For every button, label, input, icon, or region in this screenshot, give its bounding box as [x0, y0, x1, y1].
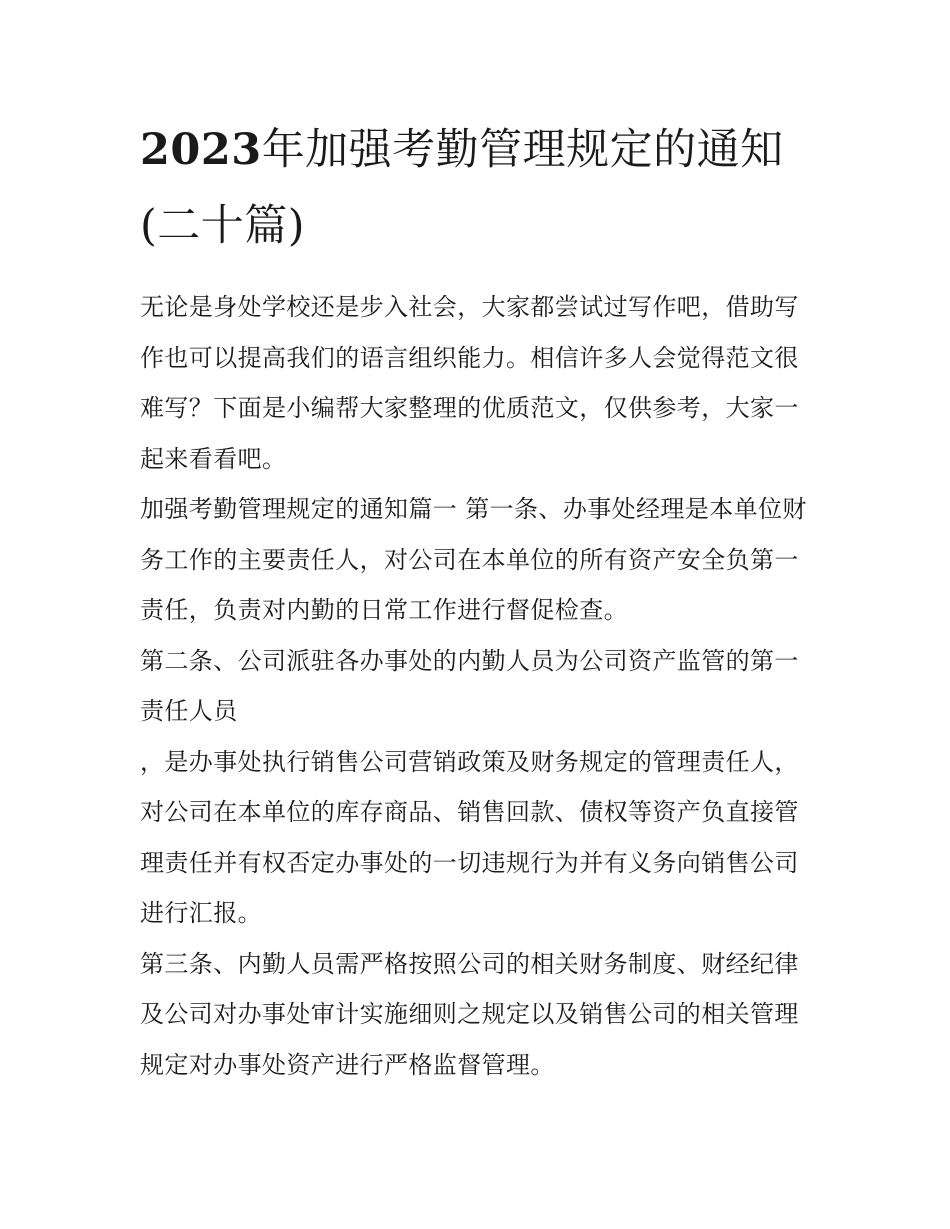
intro-paragraph: 无论是身处学校还是步入社会，大家都尝试过写作吧，借助写作也可以提高我们的语言组织能力。相信许多人会觉得范文很难写？下面是小编帮大家整理的优质范文，仅供参考，大家一起来看看吧。	[140, 293, 799, 473]
document-title	[140, 112, 815, 264]
article-one-paragraph: 加强考勤管理规定的通知篇一 第一条、办事处经理是本单位财务工作的主要责任人，对公司在本单位的所有资产安全负第一责任，负责对内勤的日常工作进行督促检查。	[140, 495, 807, 624]
document-content	[140, 112, 815, 1090]
document-body	[140, 282, 815, 1090]
title-year: 2023	[140, 125, 262, 175]
article-two-continued-paragraph: ，是办事处执行销售公司营销政策及财务规定的管理责任人，对公司在本单位的库存商品、销售回款、债权等资产负直接管理责任并有权否定办事处的一切违规行为并有义务向销售公司进行汇报。	[140, 747, 799, 927]
title-text: 年加强考勤管理规定的通知(二十篇)	[140, 125, 784, 251]
article-two-paragraph: 第二条、公司派驻各办事处的内勤人员为公司资产监管的第一责任人员	[140, 646, 799, 725]
article-three-paragraph: 第三条、内勤人员需严格按照公司的相关财务制度、财经纪律及公司对办事处审计实施细则之规定以及销售公司的相关管理规定对办事处资产进行严格监督管理。	[140, 949, 799, 1079]
